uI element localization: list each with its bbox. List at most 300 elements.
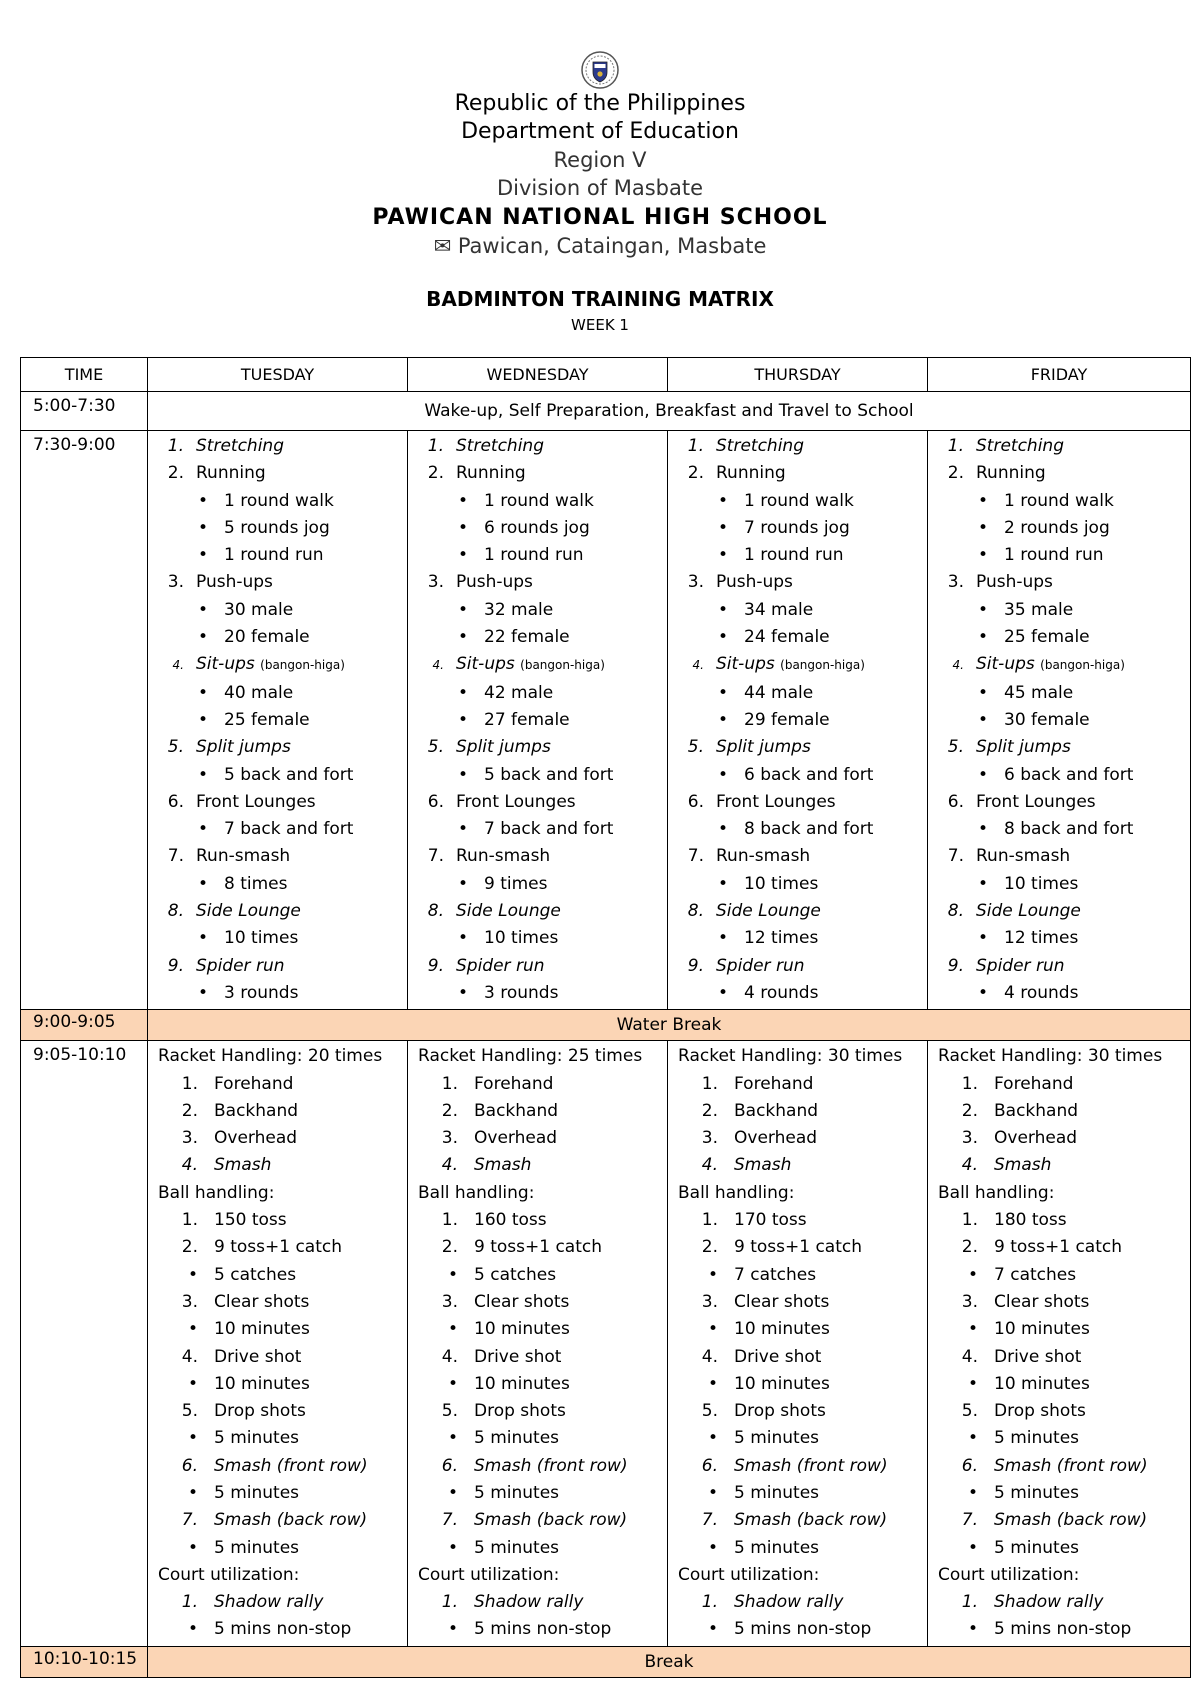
list-item — [408, 1234, 667, 1261]
bullet-marker: • — [977, 517, 988, 538]
list-number: 3. — [961, 1128, 978, 1149]
item-text: Drive shot — [994, 1346, 1082, 1367]
list-item — [668, 1589, 927, 1616]
item-text: Spider run — [976, 955, 1065, 976]
list-number: 3. — [701, 1128, 718, 1149]
item-text: 1 round walk — [224, 490, 334, 511]
bullet-marker: • — [967, 1619, 978, 1640]
bullet-marker: • — [977, 599, 988, 620]
list-item — [928, 1234, 1190, 1261]
bullet-marker: • — [457, 627, 468, 648]
bullet-marker: • — [977, 928, 988, 949]
item-text: Shadow rally — [994, 1592, 1104, 1613]
item-text: Split jumps — [196, 737, 291, 758]
list-number: 6. — [167, 791, 184, 812]
item-text: 25 female — [224, 709, 310, 730]
list-item — [408, 488, 667, 515]
item-text: 12 times — [744, 928, 819, 949]
item-text: 10 minutes — [474, 1373, 570, 1394]
list-number: 1. — [441, 1073, 458, 1094]
list-item — [148, 1125, 407, 1152]
list-number: 3. — [181, 1128, 198, 1149]
column-header-thursday: THURSDAY — [668, 358, 928, 392]
bullet-marker: • — [717, 545, 728, 566]
item-text: 12 times — [1004, 928, 1079, 949]
item-text: 29 female — [744, 709, 830, 730]
item-text: 10 times — [224, 928, 299, 949]
bullet-marker: • — [457, 764, 468, 785]
item-text: 8 times — [224, 873, 288, 894]
list-number: 1. — [167, 436, 184, 456]
list-item — [668, 980, 927, 1007]
item-text: 1 round run — [1004, 545, 1104, 566]
item-text: Running — [716, 463, 786, 484]
list-item — [148, 871, 407, 898]
item-text: 5 mins non-stop — [734, 1619, 872, 1640]
list-item — [408, 1616, 667, 1643]
list-item — [148, 980, 407, 1007]
bullet-marker: • — [967, 1264, 978, 1285]
list-item — [928, 1371, 1190, 1398]
item-text: 5 minutes — [474, 1428, 560, 1449]
bullet-marker: • — [197, 682, 208, 703]
list-item: Court utilization: — [158, 1564, 300, 1585]
item-text: 10 minutes — [474, 1319, 570, 1340]
list-item — [668, 1125, 927, 1152]
list-item — [928, 925, 1190, 952]
list-number: 2. — [947, 463, 964, 484]
list-number: 7. — [167, 846, 184, 867]
column-header-time: TIME — [21, 358, 148, 392]
wake-activity-cell: Wake-up, Self Preparation, Breakfast and Travel to School — [148, 392, 1191, 431]
list-item — [928, 1071, 1190, 1098]
item-text: 8 back and fort — [1004, 819, 1134, 840]
item-text: 3 rounds — [224, 982, 299, 1003]
list-item — [408, 1125, 667, 1152]
list-number: 7. — [701, 1510, 718, 1531]
list-number: 4. — [441, 1346, 458, 1367]
list-item — [148, 1616, 407, 1643]
list-item — [148, 762, 407, 789]
item-text: 3 rounds — [484, 982, 559, 1003]
item-text: Stretching — [456, 436, 544, 456]
bullet-marker: • — [457, 490, 468, 511]
list-item: Court utilization: — [678, 1564, 820, 1585]
item-text: 5 minutes — [214, 1482, 300, 1503]
bullet-marker: • — [707, 1264, 718, 1285]
list-item — [148, 1316, 407, 1343]
item-text: 1 round run — [744, 545, 844, 566]
item-text: (bangon-higa) — [780, 658, 865, 673]
bullet-marker: • — [197, 764, 208, 785]
bullet-marker: • — [717, 873, 728, 894]
list-item — [928, 1344, 1190, 1371]
list-item — [148, 1152, 407, 1179]
item-text: 9 toss+1 catch — [474, 1237, 603, 1258]
bullet-marker: • — [187, 1482, 198, 1503]
list-item — [668, 1207, 927, 1234]
list-number: 1. — [441, 1592, 458, 1613]
list-item — [408, 816, 667, 843]
bullet-marker: • — [977, 764, 988, 785]
item-text: 5 minutes — [214, 1537, 300, 1558]
item-text: 6 back and fort — [1004, 764, 1134, 785]
list-number: 1. — [427, 436, 444, 456]
list-item: Court utilization: — [418, 1564, 560, 1585]
bullet-marker: • — [457, 599, 468, 620]
item-text: 5 back and fort — [484, 764, 614, 785]
list-item: Ball handling: — [418, 1182, 535, 1203]
list-item — [928, 460, 1190, 487]
skills-cell-wednesday — [408, 1041, 668, 1647]
list-item — [148, 488, 407, 515]
item-text: Smash (back row) — [734, 1510, 888, 1531]
list-number: 6. — [701, 1455, 718, 1476]
list-item — [148, 1535, 407, 1562]
item-text: 9 toss+1 catch — [994, 1237, 1123, 1258]
list-item — [408, 1316, 667, 1343]
bullet-marker: • — [187, 1619, 198, 1640]
item-text: Overhead — [994, 1128, 1078, 1149]
list-item — [668, 1507, 927, 1534]
list-item — [928, 651, 1190, 679]
list-item — [408, 1344, 667, 1371]
list-item — [148, 1398, 407, 1425]
bullet-marker: • — [457, 545, 468, 566]
list-number: 5. — [701, 1401, 718, 1422]
list-item — [408, 1152, 667, 1179]
list-item — [408, 1262, 667, 1289]
item-text: Push-ups — [456, 572, 533, 593]
list-item — [668, 1098, 927, 1125]
bullet-marker: • — [197, 517, 208, 538]
item-text: Stretching — [716, 436, 804, 456]
list-number: 8. — [687, 901, 704, 922]
list-number: 7. — [961, 1510, 978, 1531]
list-number: 1. — [961, 1073, 978, 1094]
bullet-marker: • — [447, 1482, 458, 1503]
item-text: 24 female — [744, 627, 830, 648]
list-number: 7. — [687, 846, 704, 867]
item-text: Smash (back row) — [474, 1510, 628, 1531]
list-item — [928, 1152, 1190, 1179]
list-number: 1. — [181, 1073, 198, 1094]
list-item — [148, 789, 407, 816]
item-text: Smash (back row) — [994, 1510, 1148, 1531]
skills-cell-thursday — [668, 1041, 928, 1647]
list-item — [408, 1398, 667, 1425]
item-text: Front Lounges — [196, 791, 316, 812]
list-item — [928, 488, 1190, 515]
item-text: Side Lounge — [456, 901, 561, 922]
warmup-cell-thursday — [668, 431, 928, 1010]
warmup-cell-tuesday — [148, 431, 408, 1010]
list-item — [928, 1289, 1190, 1316]
item-text: Split jumps — [456, 737, 551, 758]
list-item — [928, 734, 1190, 761]
bullet-marker: • — [707, 1482, 718, 1503]
bullet-marker: • — [717, 682, 728, 703]
list-item — [668, 1453, 927, 1480]
bullet-marker: • — [717, 764, 728, 785]
list-item — [408, 1071, 667, 1098]
bullet-marker: • — [707, 1373, 718, 1394]
list-number: 9. — [947, 955, 964, 976]
item-text: Smash (back row) — [214, 1510, 368, 1531]
bullet-marker: • — [457, 873, 468, 894]
column-header-wednesday: WEDNESDAY — [408, 358, 668, 392]
bullet-marker: • — [707, 1428, 718, 1449]
list-item — [928, 953, 1190, 980]
item-text: Front Lounges — [976, 791, 1096, 812]
list-number: 4. — [701, 1346, 718, 1367]
item-text: 5 minutes — [474, 1537, 560, 1558]
bullet-marker: • — [457, 682, 468, 703]
list-item — [408, 1289, 667, 1316]
list-number: 3. — [181, 1291, 198, 1312]
item-text: Run-smash — [716, 846, 811, 867]
item-text: 5 minutes — [994, 1537, 1080, 1558]
list-number: 1. — [701, 1073, 718, 1094]
list-item — [928, 1616, 1190, 1643]
department-line: Department of Education — [461, 119, 739, 144]
list-item — [408, 980, 667, 1007]
bullet-marker: • — [717, 928, 728, 949]
list-item — [148, 1262, 407, 1289]
list-item — [408, 597, 667, 624]
list-item — [408, 1371, 667, 1398]
list-item: Racket Handling: 30 times — [938, 1046, 1163, 1067]
list-item — [668, 816, 927, 843]
item-text: 5 minutes — [994, 1428, 1080, 1449]
list-number: 4. — [441, 1155, 458, 1176]
item-text: 4 rounds — [1004, 982, 1079, 1003]
skills-cell-friday — [928, 1041, 1191, 1647]
item-text: Smash — [474, 1155, 532, 1176]
training-matrix-table — [20, 357, 1191, 1678]
list-item — [408, 1480, 667, 1507]
list-item — [148, 569, 407, 596]
item-text: Push-ups — [196, 572, 273, 593]
bullet-marker: • — [197, 627, 208, 648]
item-text: Run-smash — [976, 846, 1071, 867]
region-line: Region V — [553, 148, 647, 172]
item-text: Spider run — [716, 955, 805, 976]
bullet-marker: • — [977, 490, 988, 511]
item-text: Run-smash — [196, 846, 291, 867]
item-text: Overhead — [474, 1128, 558, 1149]
item-text: 160 toss — [474, 1210, 547, 1231]
list-item — [668, 1535, 927, 1562]
list-item — [668, 1289, 927, 1316]
bullet-marker: • — [187, 1537, 198, 1558]
water-break-cell: Water Break — [148, 1010, 1191, 1041]
list-item — [668, 1344, 927, 1371]
list-item — [408, 789, 667, 816]
item-text: 8 back and fort — [744, 819, 874, 840]
bullet-marker: • — [457, 517, 468, 538]
list-item — [668, 843, 927, 870]
table-row-warmup — [21, 431, 1191, 1010]
list-number: 3. — [701, 1291, 718, 1312]
list-number: 3. — [947, 572, 964, 593]
item-text: Stretching — [196, 436, 284, 456]
list-item — [928, 433, 1190, 460]
column-header-tuesday: TUESDAY — [148, 358, 408, 392]
list-item — [668, 1152, 927, 1179]
item-text: 9 toss+1 catch — [214, 1237, 343, 1258]
item-text: 5 minutes — [994, 1482, 1080, 1503]
item-text: Side Lounge — [196, 901, 301, 922]
list-item — [928, 569, 1190, 596]
item-text: 4 rounds — [744, 982, 819, 1003]
item-text: Spider run — [456, 955, 545, 976]
item-text: Drop shots — [994, 1401, 1086, 1422]
list-number: 6. — [441, 1455, 458, 1476]
list-item — [668, 1398, 927, 1425]
list-item — [668, 624, 927, 651]
bullet-marker: • — [457, 819, 468, 840]
item-text: Drop shots — [734, 1401, 826, 1422]
list-item — [668, 569, 927, 596]
bullet-marker: • — [447, 1537, 458, 1558]
bullet-marker: • — [717, 819, 728, 840]
item-text: 7 back and fort — [484, 819, 614, 840]
item-text: Backhand — [214, 1100, 299, 1121]
list-item: Ball handling: — [938, 1182, 1055, 1203]
list-item: Ball handling: — [678, 1182, 795, 1203]
column-header-friday: FRIDAY — [928, 358, 1191, 392]
item-text: Sit-ups — [196, 654, 255, 675]
list-number: 9. — [167, 955, 184, 976]
list-item — [148, 953, 407, 980]
school-address: ✉ Pawican, Cataingan, Masbate — [433, 234, 767, 258]
item-text: Drive shot — [734, 1346, 822, 1367]
item-text: 5 minutes — [734, 1537, 820, 1558]
list-item — [148, 816, 407, 843]
list-item — [928, 1480, 1190, 1507]
list-number: 1. — [947, 436, 964, 456]
list-number: 1. — [687, 436, 704, 456]
bullet-marker: • — [707, 1537, 718, 1558]
bullet-marker: • — [977, 627, 988, 648]
list-item — [148, 925, 407, 952]
item-text: 170 toss — [734, 1210, 807, 1231]
item-text: Backhand — [734, 1100, 819, 1121]
list-item: Ball handling: — [158, 1182, 275, 1203]
item-text: 5 rounds jog — [224, 517, 330, 538]
list-item — [928, 1098, 1190, 1125]
list-item — [668, 898, 927, 925]
list-item — [408, 515, 667, 542]
list-item — [928, 789, 1190, 816]
item-text: 20 female — [224, 627, 310, 648]
list-number: 4. — [692, 658, 704, 673]
table-row-skills — [21, 1041, 1191, 1647]
list-item — [928, 597, 1190, 624]
list-item — [408, 953, 667, 980]
list-item — [668, 1234, 927, 1261]
list-number: 3. — [961, 1291, 978, 1312]
item-text: 22 female — [484, 627, 570, 648]
bullet-marker: • — [717, 490, 728, 511]
bullet-marker: • — [447, 1319, 458, 1340]
list-item — [408, 680, 667, 707]
list-item — [668, 651, 927, 679]
list-item — [148, 1071, 407, 1098]
deped-seal-logo — [580, 50, 620, 90]
bullet-marker: • — [967, 1319, 978, 1340]
list-item — [668, 1316, 927, 1343]
item-text: Stretching — [976, 436, 1064, 456]
list-item — [668, 1371, 927, 1398]
list-item — [668, 1071, 927, 1098]
item-text: Smash (front row) — [214, 1455, 368, 1476]
list-item — [668, 734, 927, 761]
item-text: 40 male — [224, 682, 294, 703]
item-text: Sit-ups — [976, 654, 1035, 675]
list-item: Racket Handling: 30 times — [678, 1046, 903, 1067]
item-text: 10 times — [744, 873, 819, 894]
list-item — [668, 680, 927, 707]
item-text: Running — [196, 463, 266, 484]
list-number: 1. — [181, 1210, 198, 1231]
item-text: 45 male — [1004, 682, 1074, 703]
list-number: 4. — [181, 1155, 198, 1176]
bullet-marker: • — [197, 873, 208, 894]
list-item — [928, 871, 1190, 898]
bullet-marker: • — [717, 599, 728, 620]
bullet-marker: • — [197, 599, 208, 620]
item-text: Smash (front row) — [734, 1455, 888, 1476]
item-text: 10 minutes — [214, 1373, 310, 1394]
bullet-marker: • — [977, 545, 988, 566]
document-title: BADMINTON TRAINING MATRIX — [426, 287, 774, 311]
table-row-water-break — [21, 1010, 1191, 1041]
list-item — [928, 1589, 1190, 1616]
list-item — [148, 460, 407, 487]
bullet-marker: • — [187, 1373, 198, 1394]
bullet-marker: • — [717, 627, 728, 648]
list-item — [408, 762, 667, 789]
list-item — [668, 515, 927, 542]
list-number: 4. — [952, 658, 964, 673]
item-text: Running — [456, 463, 526, 484]
list-item — [148, 1480, 407, 1507]
list-item — [668, 789, 927, 816]
bullet-marker: • — [197, 928, 208, 949]
item-text: Shadow rally — [474, 1592, 584, 1613]
list-number: 5. — [441, 1401, 458, 1422]
list-number: 1. — [701, 1210, 718, 1231]
list-number: 2. — [167, 463, 184, 484]
list-number: 7. — [947, 846, 964, 867]
item-text: 30 male — [224, 599, 294, 620]
list-item: Racket Handling: 20 times — [158, 1046, 383, 1067]
item-text: Smash — [214, 1155, 272, 1176]
list-item — [668, 707, 927, 734]
list-item — [928, 1425, 1190, 1452]
list-item — [668, 1480, 927, 1507]
item-text: 25 female — [1004, 627, 1090, 648]
bullet-marker: • — [717, 709, 728, 730]
list-number: 2. — [687, 463, 704, 484]
list-item — [148, 1589, 407, 1616]
list-item — [928, 1507, 1190, 1534]
item-text: 1 round walk — [1004, 490, 1114, 511]
item-text: Push-ups — [716, 572, 793, 593]
republic-line: Republic of the Philippines — [454, 91, 746, 116]
